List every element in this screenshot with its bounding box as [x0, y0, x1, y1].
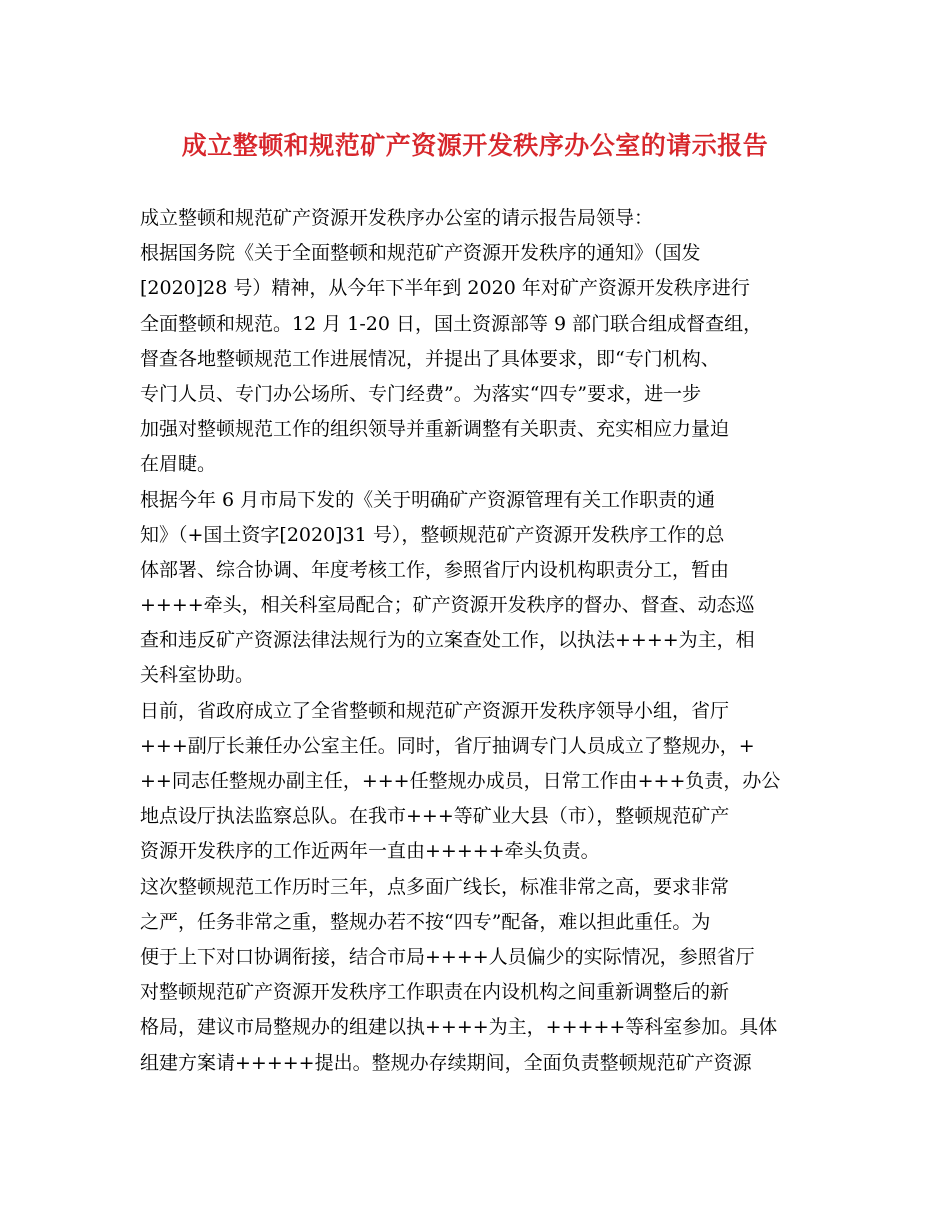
- text-line: 根据国务院《关于全面整顿和规范矿产资源开发秩序的通知》（国发: [140, 242, 701, 265]
- text-line: 专门人员、专门办公场所、专门经费”。为落实“四专”要求，进一步: [140, 382, 702, 405]
- text-line: [2020]28 号）精神，从今年下半年到 2020 年对矿产资源开发秩序进行: [140, 277, 750, 300]
- text-line: 成立整顿和规范矿产资源开发秩序办公室的请示报告局领导：: [140, 207, 654, 229]
- text-line: 加强对整顿规范工作的组织领导并重新调整有关职责、充实相应力量迫: [140, 418, 730, 441]
- text-line: 查和违反矿产资源法律法规行为的立案查处工作，以执法++++为主，相: [140, 629, 755, 652]
- text-line: 关科室协助。: [140, 664, 255, 687]
- text-line: 知》（+国土资字[2020]31 号），整顿规范矿产资源开发秩序工作的总: [140, 523, 725, 546]
- text-line: 便于上下对口协调衔接，结合市局++++人员偏少的实际情况，参照省厅: [140, 945, 755, 968]
- document-body: [140, 201, 820, 1081]
- text-line: +++副厅长兼任办公室主任。同时，省厅抽调专门人员成立了整规办，+: [140, 734, 755, 757]
- text-line: 之严，任务非常之重，整规办若不按“四专”配备，难以担此重任。为: [140, 910, 711, 933]
- text-line: 格局，建议市局整规办的组建以执++++为主，+++++等科室参加。具体: [140, 1016, 778, 1039]
- text-line: 在眉睫。: [140, 453, 217, 476]
- text-line: 地点设厅执法监察总队。在我市+++等矿业大县（市），整顿规范矿产: [140, 805, 730, 828]
- text-line: 日前，省政府成立了全省整顿和规范矿产资源开发秩序领导小组，省厅: [140, 699, 730, 722]
- text-line: 督查各地整顿规范工作进展情况，并提出了具体要求，即“专门机构、: [140, 347, 720, 370]
- text-line: 根据今年 6 月市局下发的《关于明确矿产资源管理有关工作职责的通: [140, 488, 716, 511]
- document-title: 成立整顿和规范矿产资源开发秩序办公室的请示报告: [181, 131, 769, 160]
- text-line: 资源开发秩序的工作近两年一直由+++++牵头负责。: [140, 840, 600, 863]
- text-line: 组建方案请+++++提出。整规办存续期间，全面负责整顿规范矿产资源: [140, 1051, 752, 1074]
- text-line: 这次整顿规范工作历时三年，点多面广线长，标准非常之高，要求非常: [140, 875, 730, 898]
- text-line: ++++牵头，相关科室局配合；矿产资源开发秩序的督办、督查、动态巡: [140, 594, 755, 617]
- text-line: 体部署、综合协调、年度考核工作，参照省厅内设机构职责分工，暂由: [140, 558, 730, 581]
- text-line: ++同志任整规办副主任，+++任整规办成员，日常工作由+++负责，办公: [140, 770, 781, 792]
- text-line: 对整顿规范矿产资源开发秩序工作职责在内设机构之间重新调整后的新: [140, 981, 730, 1004]
- text-line: 全面整顿和规范。12 月 1-20 日，国土资源部等 9 部门联合组成督查组，: [140, 312, 763, 335]
